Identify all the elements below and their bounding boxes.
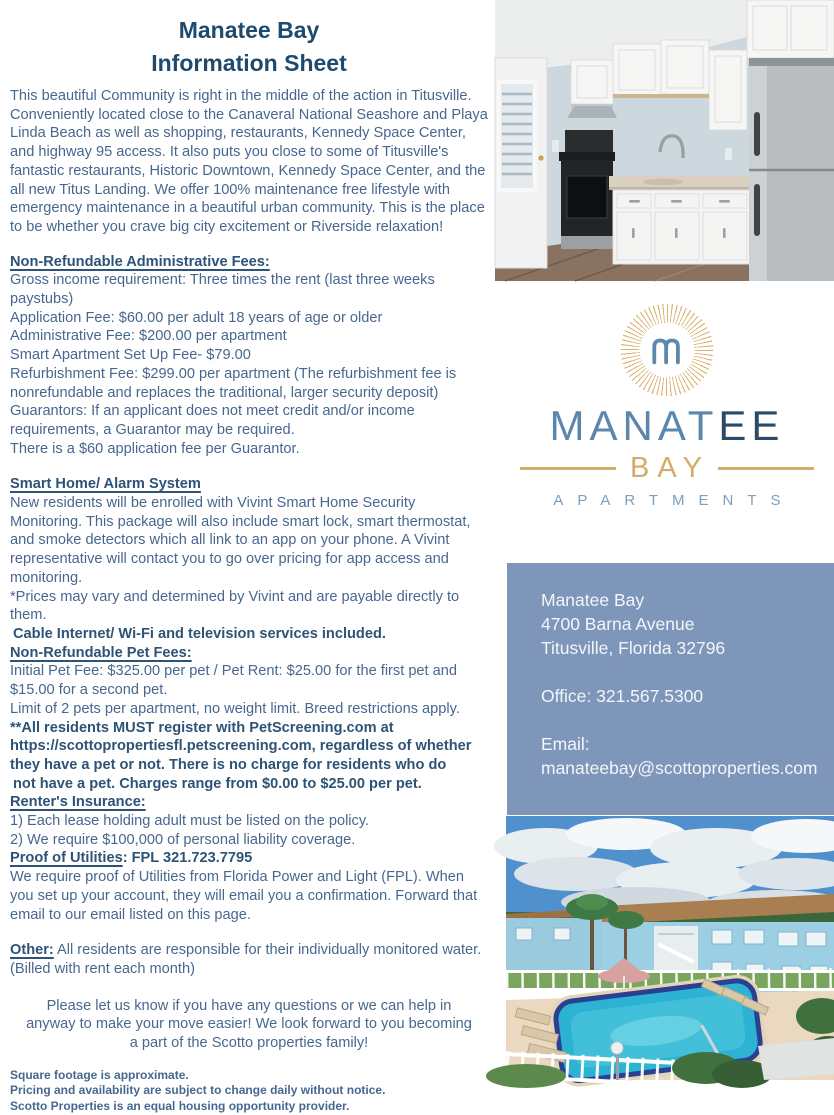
logo-apartments: APARTMENTS <box>553 492 795 509</box>
pet-fee-line: Initial Pet Fee: $325.00 per pet / Pet Rent: $25.00 for the first pet and $15.00 for a second pet. <box>10 663 458 699</box>
cabinet-underside <box>613 94 709 98</box>
contact-office-phone: Office: 321.567.5300 <box>541 686 704 706</box>
fee-line: Application Fee: $60.00 per adult 18 years of age or older <box>10 309 383 326</box>
smart-home-note: *Prices may vary and determined by Vivint and are payable directly to them. <box>10 588 460 624</box>
grass-corner <box>486 1064 566 1088</box>
page-title <box>10 14 488 80</box>
fee-line: Administrative Fee: $200.00 per apartment <box>10 328 287 345</box>
door-knob <box>538 155 543 160</box>
footer-disclaimers <box>10 1068 488 1115</box>
spacer <box>541 708 824 732</box>
stove <box>559 130 615 249</box>
section-other <box>10 941 488 978</box>
logo-mark <box>619 302 715 398</box>
lower-cabinets <box>613 190 751 264</box>
other-text: All residents are responsible for their individually monitored water. <box>53 942 482 959</box>
range-hood <box>567 104 617 118</box>
contact-email-label: Email: <box>541 734 590 754</box>
wordmark-part1: MANAT <box>549 402 719 449</box>
closing-paragraph: Please let us know if you have any questions or we can help in anyway to make your move easier! We look forward to you becoming a part of the Scotto properties family! <box>26 997 472 1052</box>
pet-fee-line: Limit of 2 pets per apartment, no weight limit. Breed restrictions apply. <box>10 700 460 717</box>
fee-line: Smart Apartment Set Up Fee- $79.00 <box>10 347 251 364</box>
smart-home-body: New residents will be enrolled with Vivint Smart Home Security Monitoring. This package will also include smart lock, smart thermostat, and smoke detectors which all link to an app on your phone. A Vivint representative will contact you to go over pricing for app access and monitoring. <box>10 495 471 586</box>
fee-line: Gross income requirement: Three times the rent (last three weeks paystubs) <box>10 272 435 308</box>
pool-photo-illustration <box>506 816 834 1080</box>
insurance-line: 2) We require $100,000 of personal liability coverage. <box>10 831 356 848</box>
pet-screening-notice-2: not have a pet. Charges range from $0.00 to $25.00 per pet. <box>13 775 422 792</box>
insurance-line: 1) Each lease holding adult must be listed on the policy. <box>10 813 370 830</box>
section-renters-insurance <box>10 793 488 849</box>
page-title-line2: Information Sheet <box>151 50 347 76</box>
contact-address-1: 4700 Barna Avenue <box>541 614 695 634</box>
fee-line: Guarantors: If an applicant does not meet credit and/or income requirements, a Guarantor may be required. <box>10 403 415 438</box>
utilities-phone: : FPL 321.723.7795 <box>122 850 253 867</box>
disclaimer-line: Square footage is approximate. <box>10 1067 189 1082</box>
wall-outlet <box>725 148 732 160</box>
logo-bay-row <box>520 452 814 484</box>
wall-outlet <box>552 140 559 152</box>
pool-photo <box>506 816 834 1080</box>
refrigerator <box>749 58 834 281</box>
monogram-m-icon <box>619 302 715 398</box>
manatee-bay-logo <box>500 302 834 517</box>
bay-rule-right <box>718 467 814 470</box>
section-pet-fees <box>10 644 488 794</box>
utilities-body: We require proof of Utilities from Florida Power and Light (FPL). When you set up your account, they will email you a confirmation. Forward that email to our email listed on this page. <box>10 869 478 923</box>
disclaimer-line: Scotto Properties is an equal housing opportunity provider. <box>10 1098 350 1113</box>
page-title-line1: Manatee Bay <box>178 17 320 43</box>
contact-address-2: Titusville, Florida 32796 <box>541 638 726 658</box>
disclaimer-line: Pricing and availability are subject to change daily without notice. <box>10 1083 386 1098</box>
renters-insurance-heading: Renter's Insurance: <box>10 794 146 811</box>
kitchen-photo-illustration <box>495 0 834 281</box>
contact-email: manateebay@scottoproperties.com <box>541 758 818 778</box>
section-utilities <box>10 849 488 924</box>
admin-fees-heading: Non-Refundable Administrative Fees: <box>10 253 270 270</box>
contact-card <box>507 563 834 815</box>
other-label: Other: <box>10 942 54 959</box>
other-text-2: (Billed with rent each month) <box>10 960 195 977</box>
entry-door <box>495 58 547 268</box>
fee-line: There is a $60 application fee per Guarantor. <box>10 440 300 457</box>
logo-bay: BAY <box>630 452 710 484</box>
smart-home-included: Cable Internet/ Wi-Fi and television services included. <box>13 625 386 642</box>
bay-rule-left <box>520 467 616 470</box>
section-admin-fees <box>10 253 488 459</box>
pet-fees-heading: Non-Refundable Pet Fees: <box>10 644 192 661</box>
wordmark-part2: EE <box>718 402 785 449</box>
smart-home-heading: Smart Home/ Alarm System <box>10 476 201 493</box>
utilities-label: Proof of Utilities <box>10 850 123 867</box>
sink <box>643 179 683 186</box>
kitchen-photo <box>495 0 834 281</box>
logo-wordmark <box>550 404 785 448</box>
fee-line: Refurbishment Fee: $299.00 per apartment (The refurbishment fee is nonrefundable and replaces the traditional, larger security deposit) <box>10 365 457 401</box>
pet-screening-notice: **All residents MUST register with PetScreening.com at https://scottopropertiesfl.petscreening.com, regardless of whether they have a pet or not. There is no charge for residents who do <box>10 719 472 773</box>
intro-paragraph: This beautiful Community is right in the middle of the action in Titusville. Conveniently located close to the Canaveral National Seashore and Playa Linda Beach as well as shopping, restaurants, Kennedy Space Center, and highway 95 access. It also puts you close to some of Titusville's fantastic restaurants, Historic Downtown, Kennedy Space Center, and the all new Titus Landing. We offer 100% maintenance free lifestyle with emergency maintenance in a beautiful urban community. This is the place to be whether you crave big city excitement or Riverside relaxation! <box>10 88 488 235</box>
section-smart-home <box>10 475 488 643</box>
contact-name: Manatee Bay <box>541 590 645 610</box>
spacer <box>541 660 824 684</box>
